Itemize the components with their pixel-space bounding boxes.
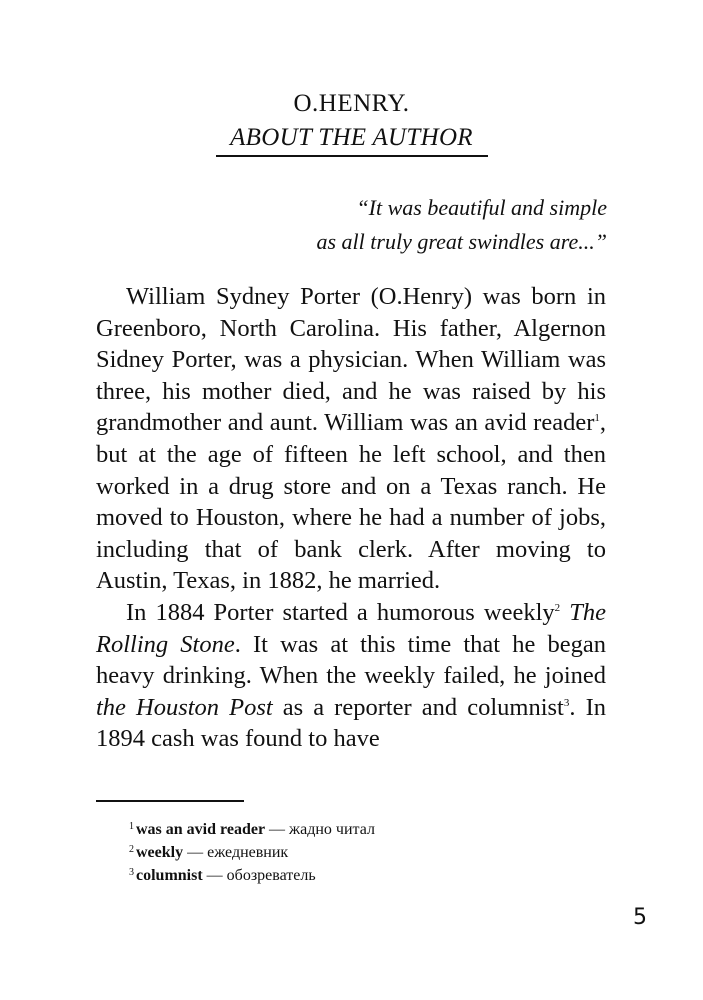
paragraph-2-text-a: In 1884 Porter started a humorous weekly <box>126 598 555 626</box>
page-title: O.HENRY. <box>293 90 410 117</box>
italic-title-houston-post: the Houston Post <box>96 693 273 721</box>
footnote-marker-1: 1 <box>594 412 600 425</box>
paragraph-2-text-b: . It was at this time that he began heavy drinking. When the weekly failed, he joined <box>96 630 606 690</box>
footnote-marker-3: 3 <box>563 696 570 709</box>
page-number: 5 <box>633 905 647 930</box>
footnote-number: 3 <box>129 867 134 878</box>
footnote-definition: — жадно читал <box>265 821 375 838</box>
footnote-1 <box>129 817 375 840</box>
footnote-3 <box>129 863 375 886</box>
footnotes <box>129 817 375 886</box>
italic-title-rolling-stone: The Rolling Stone <box>96 598 606 658</box>
footnote-separator <box>96 800 244 802</box>
paragraph-1 <box>96 281 606 597</box>
footnote-number: 2 <box>129 844 134 855</box>
body-text <box>96 281 606 755</box>
paragraph-2 <box>96 597 606 755</box>
epigraph-line-2: as all truly great swindles are...” <box>316 229 607 254</box>
footnote-number: 1 <box>129 821 134 832</box>
footnote-definition: — ежедневник <box>183 844 289 861</box>
footnote-definition: — обозреватель <box>202 867 316 884</box>
footnote-term: was an avid reader <box>136 821 266 838</box>
paragraph-1-text-a: William Sydney Porter (O.Henry) was born in Greenboro, North Carolina. His father, Algernon Sidney Porter, was a physician. When William was three, his mother died, and he was raised by his grandmother and aunt. William was an avid reader <box>96 283 606 437</box>
title-underline <box>216 155 488 157</box>
footnote-2 <box>129 840 375 863</box>
paragraph-2-text-c: as a reporter and columnist <box>272 693 564 721</box>
footnote-term: columnist <box>136 867 203 884</box>
page-subtitle: ABOUT THE AUTHOR <box>230 124 473 151</box>
paragraph-1-text-b: , but at the age of fifteen he left school, and then worked in a drug store and on a Texas ranch. He moved to Houston, where he had a number of jobs, including that of bank clerk. After moving to Austin, Texas, in 1882, he married. <box>96 409 606 595</box>
paragraph-2-text-d: . In 1894 cash was found to have <box>96 693 606 753</box>
epigraph-line-1: “It was beautiful and simple <box>356 195 607 220</box>
footnote-term: weekly <box>136 844 184 861</box>
footnote-marker-2: 2 <box>554 601 561 614</box>
